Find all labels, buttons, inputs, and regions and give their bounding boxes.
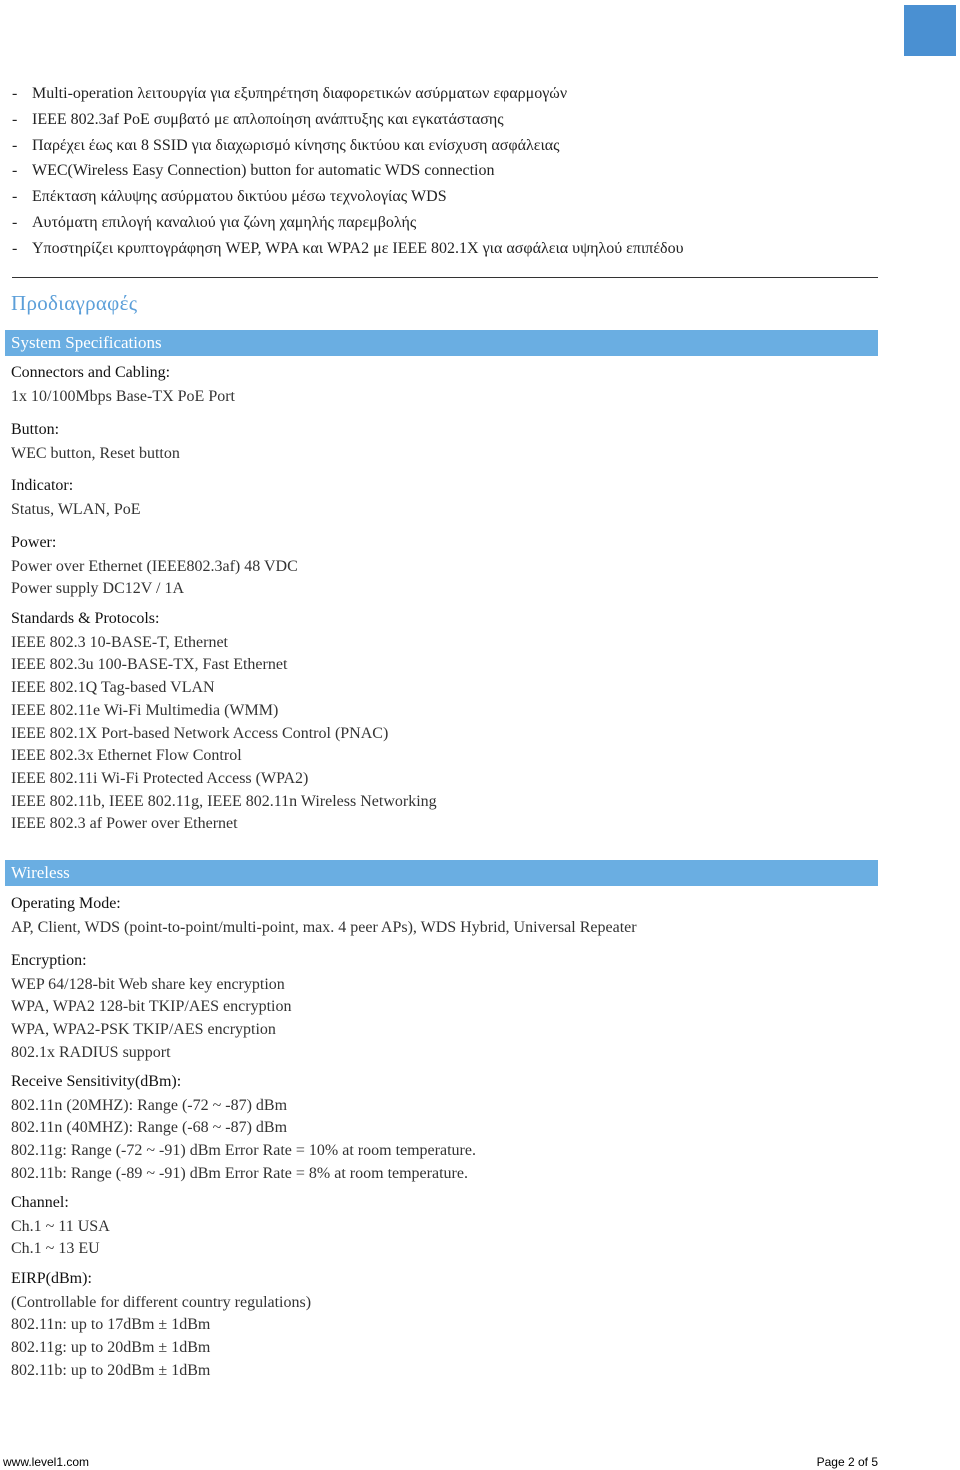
standard-item: IEEE 802.1Q Tag-based VLAN (11, 679, 215, 697)
eirp-item: (Controllable for different country regulations) (11, 1293, 312, 1311)
eirp-item: 802.11b: up to 20dBm ± 1dBm (11, 1361, 211, 1379)
standard-item: IEEE 802.11b, IEEE 802.11g, IEEE 802.11n Wireless Networking (11, 792, 437, 810)
encryption-label: Encryption: (11, 952, 87, 969)
standards-label: Standards & Protocols: (11, 610, 160, 627)
feature-text: IEEE 802.3af PoE συμβατό με απλοποίηση ανάπτυξης και εγκατάστασης (32, 110, 504, 128)
encryption-block (11, 950, 291, 1065)
sensitivity-item: 802.11n (20MHZ): Range (-72 ~ -87) dBm (11, 1096, 288, 1114)
button-block (11, 419, 180, 465)
encryption-item: 802.1x RADIUS support (11, 1043, 171, 1061)
bullet-dash: - (12, 213, 18, 231)
standards-block (11, 608, 437, 836)
eirp-item: 802.11n: up to 17dBm ± 1dBm (11, 1316, 211, 1334)
eirp-item: 802.11g: up to 20dBm ± 1dBm (11, 1339, 211, 1357)
feature-text: Αυτόματη επιλογή καναλιού για ζώνη χαμηλής παρεμβολής (32, 213, 417, 231)
button-label: Button: (11, 421, 60, 438)
standard-item: IEEE 802.11e Wi-Fi Multimedia (WMM) (11, 701, 279, 719)
footer-page-number: Page 2 of 5 (816, 1455, 878, 1469)
operating-mode-value: AP, Client, WDS (point-to-point/multi-point, max. 4 peer APs), WDS Hybrid, Universal Repeater (11, 918, 637, 936)
connectors-label: Connectors and Cabling: (11, 364, 171, 381)
standard-item: IEEE 802.3u 100-BASE-TX, Fast Ethernet (11, 656, 288, 674)
wireless-header: Wireless (5, 860, 878, 886)
standard-item: IEEE 802.1X Port-based Network Access Control (PNAC) (11, 724, 389, 742)
encryption-item: WEP 64/128-bit Web share key encryption (11, 975, 285, 993)
standard-item: IEEE 802.3x Ethernet Flow Control (11, 747, 242, 765)
channel-block (11, 1192, 110, 1261)
channel-item: Ch.1 ~ 13 EU (11, 1240, 100, 1258)
operating-mode-label: Operating Mode: (11, 895, 121, 912)
bullet-dash: - (12, 188, 18, 206)
feature-text: Επέκταση κάλυψης ασύρματου δικτύου μέσω τεχνολογίας WDS (32, 188, 447, 206)
feature-text: Υποστηρίζει κρυπτογράφηση WEP, WPA και WPA2 με IEEE 802.1X για ασφάλεια υψηλού επιπέδου (32, 239, 684, 257)
list-item (12, 81, 872, 107)
eirp-label: EIRP(dBm): (11, 1270, 92, 1287)
list-item (12, 133, 872, 159)
list-item (12, 184, 872, 210)
bullet-dash: - (12, 239, 18, 257)
operating-mode-block (11, 893, 637, 939)
indicator-value: Status, WLAN, PoE (11, 500, 141, 518)
corner-accent-block (904, 5, 956, 56)
channel-item: Ch.1 ~ 11 USA (11, 1217, 110, 1235)
bullet-dash: - (12, 110, 18, 128)
bullet-dash: - (12, 136, 18, 154)
power-value: Power over Ethernet (IEEE802.3af) 48 VDC (11, 557, 298, 575)
encryption-item: WPA, WPA2 128-bit TKIP/AES encryption (11, 998, 292, 1016)
power-block (11, 532, 298, 601)
power-value: Power supply DC12V / 1A (11, 580, 185, 598)
feature-text: Παρέχει έως και 8 SSID για διαχωρισμό κίνησης δικτύου και ενίσχυση ασφάλειας (32, 136, 560, 154)
footer-website: www.level1.com (3, 1455, 90, 1469)
connectors-block (11, 362, 235, 408)
list-item (12, 107, 872, 133)
list-item (12, 210, 872, 236)
sensitivity-block (11, 1071, 476, 1186)
button-value: WEC button, Reset button (11, 444, 180, 462)
bullet-dash: - (12, 85, 18, 102)
indicator-label: Indicator: (11, 477, 74, 494)
list-item (12, 236, 872, 262)
sensitivity-label: Receive Sensitivity(dBm): (11, 1073, 182, 1090)
standard-item: IEEE 802.3 af Power over Ethernet (11, 815, 238, 833)
encryption-item: WPA, WPA2-PSK TKIP/AES encryption (11, 1021, 276, 1039)
sensitivity-item: 802.11b: Range (-89 ~ -91) dBm Error Rate = 8% at room temperature. (11, 1164, 468, 1182)
sensitivity-item: 802.11n (40MHZ): Range (-68 ~ -87) dBm (11, 1119, 288, 1137)
specifications-heading: Προδιαγραφές (11, 291, 138, 315)
system-specifications-header: System Specifications (5, 330, 878, 356)
horizontal-divider (12, 277, 878, 278)
feature-text: WEC(Wireless Easy Connection) button for automatic WDS connection (32, 162, 495, 180)
sensitivity-item: 802.11g: Range (-72 ~ -91) dBm Error Rate = 10% at room temperature. (11, 1142, 476, 1160)
list-item (12, 158, 872, 184)
standard-item: IEEE 802.11i Wi-Fi Protected Access (WPA2) (11, 769, 309, 787)
channel-label: Channel: (11, 1194, 69, 1211)
connectors-value: 1x 10/100Mbps Base-TX PoE Port (11, 387, 235, 405)
power-label: Power: (11, 534, 57, 551)
bullet-dash: - (12, 162, 18, 180)
feature-text: Multi-operation λειτουργία για εξυπηρέτηση διαφορετικών ασύρματων εφαρμογών (32, 85, 568, 102)
indicator-block (11, 475, 140, 521)
standard-item: IEEE 802.3 10-BASE-T, Ethernet (11, 633, 228, 651)
feature-list (12, 81, 872, 262)
eirp-block (11, 1268, 311, 1383)
